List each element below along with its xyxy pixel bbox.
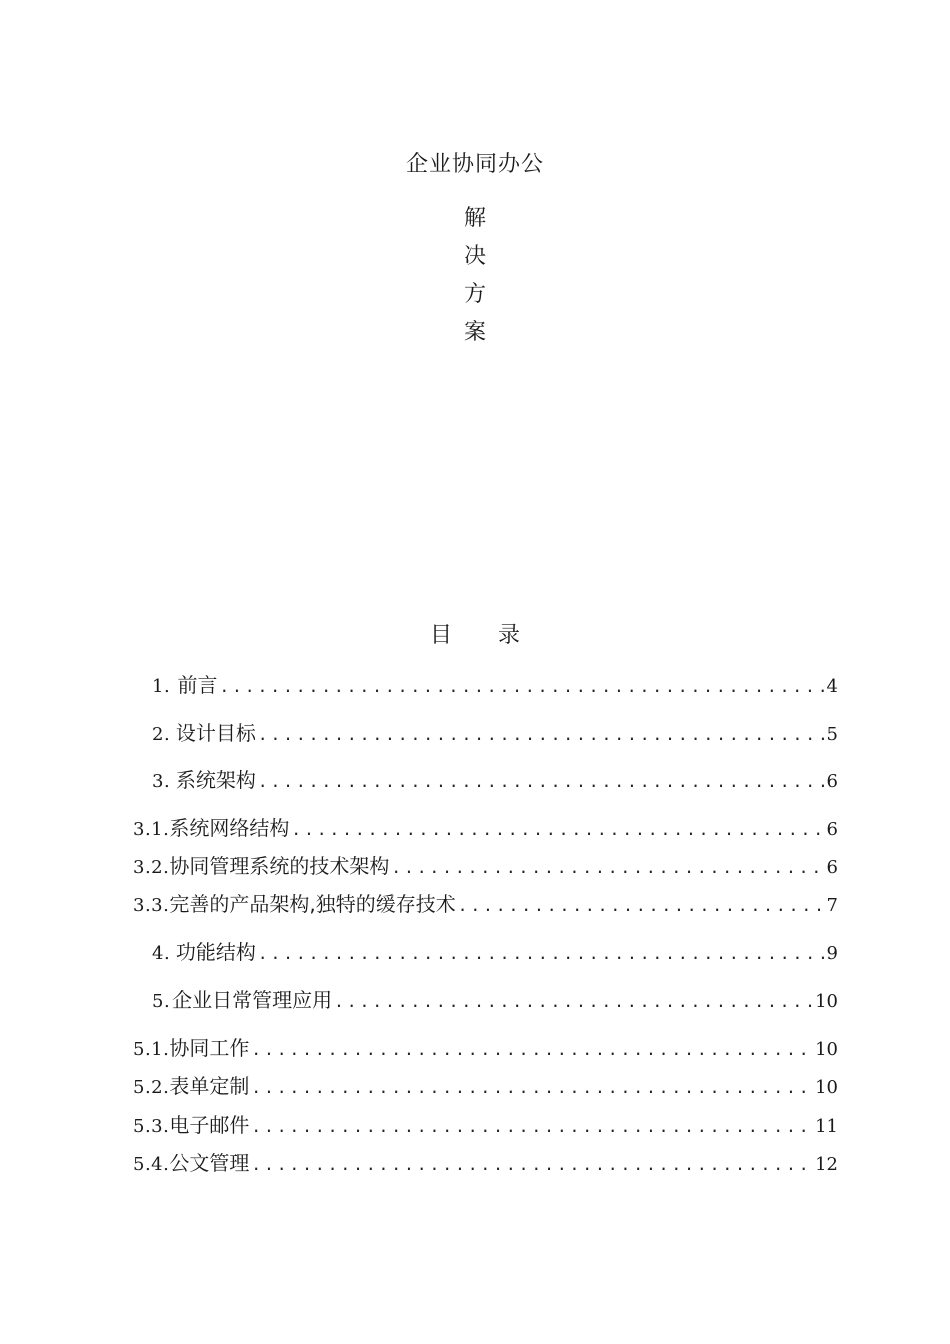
toc-entry-page: 10 (815, 1077, 838, 1098)
toc-subentry[interactable] (133, 1071, 838, 1101)
toc-leader-dots (391, 853, 824, 881)
document-title: 企业协同办公 (405, 152, 544, 177)
toc-entry[interactable] (152, 985, 838, 1015)
toc-leader-dots (251, 1112, 813, 1140)
toc-subentry[interactable] (133, 889, 838, 919)
toc-entry-page: 9 (826, 943, 838, 964)
toc-leader-dots (258, 939, 825, 967)
toc-subentry[interactable] (133, 813, 838, 843)
toc-subentry[interactable] (133, 1033, 838, 1063)
toc-entry-number: 2. (152, 724, 171, 745)
toc-entry-label: 系统网络结构 (169, 816, 290, 840)
toc-entry-page: 12 (815, 1154, 838, 1175)
toc-leader-dots (291, 815, 824, 843)
toc-heading-char: 录 (498, 623, 521, 648)
toc-entry-page: 5 (826, 724, 838, 745)
toc-leader-dots (458, 891, 825, 919)
toc-entry-label: 企业日常管理应用 (172, 988, 333, 1012)
toc-entry-label: 协同工作 (169, 1036, 250, 1060)
toc-entry-number: 3. (152, 771, 171, 792)
toc-entry-number: 5.4. (133, 1154, 170, 1175)
toc-entry[interactable] (152, 765, 838, 795)
toc-subentry[interactable] (133, 1148, 838, 1178)
vertical-title-char: 解 (463, 206, 486, 231)
toc-entry-number: 5.3. (133, 1116, 170, 1137)
toc-leader-dots (258, 767, 825, 795)
toc-entry-page: 6 (826, 857, 838, 878)
toc-subentry[interactable] (133, 1110, 838, 1140)
toc-entry-label: 表单定制 (169, 1074, 250, 1098)
toc-entry-label: 完善的产品架构,独特的缓存技术 (169, 892, 456, 916)
toc-entry-number: 3.1. (133, 819, 170, 840)
toc-entry-page: 6 (826, 819, 838, 840)
toc-leader-dots (334, 987, 813, 1015)
toc-leader-dots (251, 1073, 813, 1101)
toc-heading-char: 目 (429, 623, 452, 648)
toc-entry-label: 协同管理系统的技术架构 (169, 854, 390, 878)
toc-entry-number: 3.3. (133, 895, 170, 916)
toc-entry-label: 公文管理 (169, 1151, 250, 1175)
vertical-title-char: 决 (463, 244, 486, 269)
toc-leader-dots (251, 1150, 813, 1178)
toc-entry-number: 5. (152, 991, 171, 1012)
toc-entry-page: 11 (815, 1116, 838, 1137)
toc-entry-page: 7 (826, 895, 838, 916)
toc-entry-page: 4 (826, 676, 838, 697)
toc-entry-page: 10 (815, 991, 838, 1012)
toc-entry-number: 5.1. (133, 1039, 170, 1060)
toc-entry-number: 5.2. (133, 1077, 170, 1098)
toc-entry[interactable] (152, 670, 838, 700)
title-block (0, 148, 950, 352)
toc-entry-label: 系统架构 (175, 768, 256, 792)
toc-entry-label: 前言 (177, 673, 218, 697)
toc-leader-dots (258, 720, 825, 748)
toc-entry-label: 功能结构 (175, 940, 256, 964)
toc-leader-dots (251, 1035, 813, 1063)
toc-entry[interactable] (152, 937, 838, 967)
toc-entry-label: 设计目标 (175, 721, 256, 745)
toc-leader-dots (219, 672, 824, 700)
toc-entry-number: 4. (152, 943, 171, 964)
toc-entry-page: 10 (815, 1039, 838, 1060)
toc-entry-number: 3.2. (133, 857, 170, 878)
toc-entry-label: 电子邮件 (169, 1113, 250, 1137)
toc-heading (0, 618, 950, 654)
vertical-title-char: 方 (463, 282, 486, 307)
vertical-title-char: 案 (463, 320, 486, 345)
toc-entry-page: 6 (826, 771, 838, 792)
toc-entry[interactable] (152, 718, 838, 748)
toc-entry-number: 1. (152, 676, 171, 697)
toc-subentry[interactable] (133, 851, 838, 881)
